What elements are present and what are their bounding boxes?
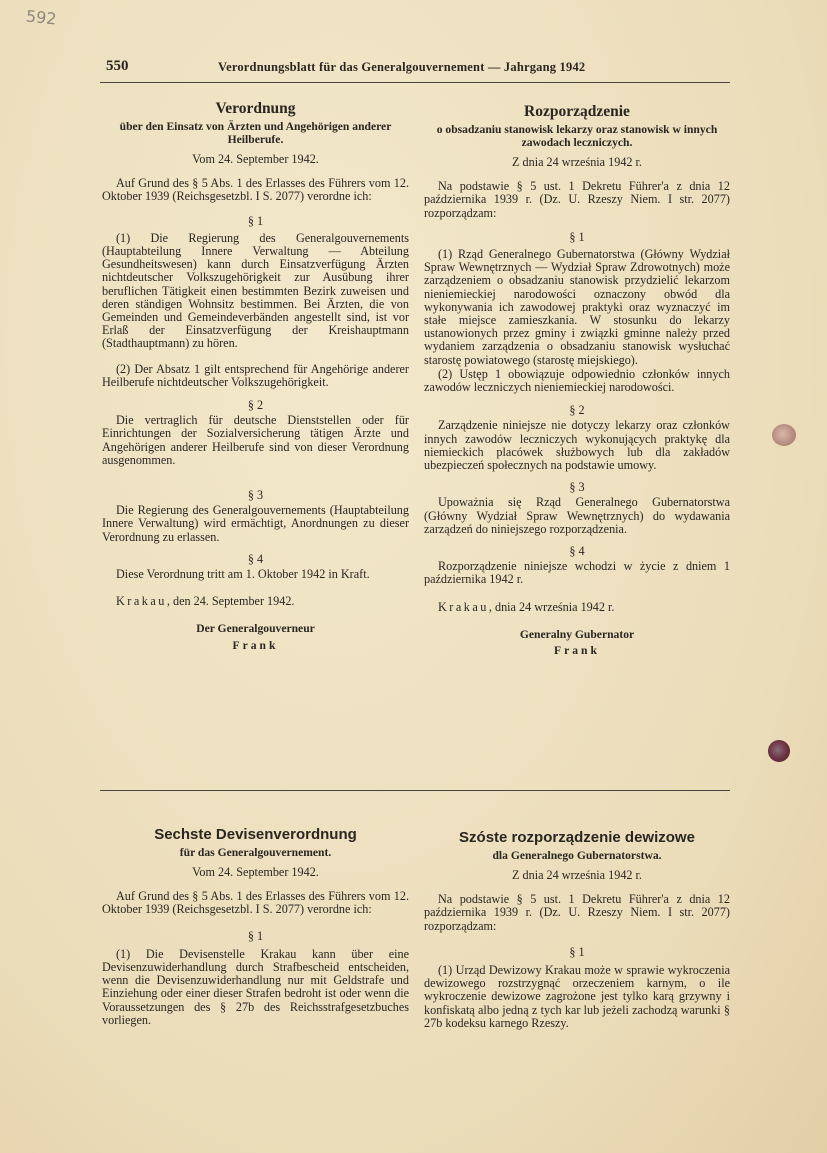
journal-title: Verordnungsblatt für das Generalgouvernement — Jahrgang 1942 [218, 60, 586, 74]
section-1-paragraph-1: (1) Urząd Dewizowy Krakau może w sprawie wykroczenia dewizowego rozstrzygnąć orzeczeniem karnym, o ile wykroczenie dewizowe zagrożone jest tylko karą grzywny i konfiskatą albo jedną z tych kar lub jeżeli zachodzą warunki § 27b kodeksu karnego Rzeszy. [424, 963, 730, 1030]
ordinance-title: Szóste rozporządzenie dewizowe [459, 829, 695, 846]
preamble: Na podstawie § 5 ust. 1 Dekretu Führer'a z dnia 12 października 1939 r. (Dz. U. Rzeszy Niem. I str. 2077) rozporządzam: [424, 179, 730, 220]
section-4-heading: § 4 [569, 544, 585, 559]
section-1-heading: § 1 [247, 928, 264, 943]
ordinance-subtitle: o obsadzaniu stanowisk lekarzy oraz stanowisk w innych zawodach leczniczych. [436, 123, 718, 149]
punch-hole [772, 424, 796, 446]
section-3-text: Upoważnia się Rząd Generalnego Gubernatorstwa (Główny Wydział Spraw Wewnętrznych) do wydawania zarządzeń do niniejszego rozporządzenia. [424, 495, 730, 536]
signer-title: Generalny Gubernator [519, 627, 635, 641]
section-3-text: Die Regierung des Generalgouvernements (Hauptabteilung Innere Verwaltung) wird ermächtigt, Anordnungen zu dieser Verordnung zu erlassen. [102, 503, 409, 544]
section-1-paragraph-2: (2) Der Absatz 1 gilt entsprechend für Angehörige anderer Heilberufe nichtdeutscher Volkszugehörigkeit. [102, 361, 409, 389]
ordinance-title: Sechste Devisenverordnung [154, 826, 357, 843]
preamble: Auf Grund des § 5 Abs. 1 des Erlasses des Führers vom 12. Oktober 1939 (Reichsgesetzbl. I S. 2077) verordne ich: [102, 176, 409, 204]
section-1-paragraph-1: (1) Die Devisenstelle Krakau kann über eine Devisenzuwiderhandlung durch Strafbescheid entscheiden, wenn die Devisenzuwiderhandlung nur mit Geldstrafe und Einziehung oder einer dieser Strafen bedroht ist oder wenn die Voraussetzungen des § 27b des Reichsstrafgesetzbuches vorliegen. [102, 946, 409, 1027]
section-1-paragraph-1: (1) Die Regierung des Generalgouvernements (Hauptabteilung Innere Verwaltung — Abteilung Gesundheitswesen) kann durch Einsatzverfügung Ärzten nichtdeutscher Volkszugehörigkeit zur Ausübung ihrer beruflichen Tätigkeit einen bestimmten Bezirk zuweisen und deren ständigen Wohnsitz bestimmen. Bei Ärzten, die von Gemeinden und Gemeindeverbänden angestellt sind, ist vor Erlaß der Einsatzverfügung der Kreishauptmann (Stadthauptmann) zu hören. [102, 230, 409, 351]
ordinance-subtitle: für das Generalgouvernement. [179, 846, 332, 859]
section-1-paragraph-2: (2) Ustęp 1 obowiązuje odpowiednio członków innych zawodów leczniczych nieniemieckiej narodowości. [424, 366, 730, 395]
place-and-date [102, 595, 409, 608]
section-4-text: Rozporządzenie niniejsze wchodzi w życie z dniem 1 października 1942 r. [424, 559, 730, 587]
section-3-heading: § 3 [247, 488, 264, 503]
section-3-heading: § 3 [569, 480, 585, 495]
ordinance-subtitle: über den Einsatz von Ärzten und Angehörigen anderer Heilberufe. [119, 120, 392, 146]
ordinance-german [102, 100, 409, 652]
place-city: Krakau [438, 599, 489, 614]
ordinance-date: Z dnia 24 września 1942 r. [512, 868, 642, 882]
ordinance-date: Vom 24. September 1942. [192, 152, 319, 166]
section-2-heading: § 2 [247, 398, 264, 413]
ordinance-date: Vom 24. September 1942. [192, 865, 319, 879]
signer-name: Frank [554, 644, 600, 658]
signer-name: Frank [232, 638, 279, 652]
header-rule [100, 82, 730, 83]
punch-hole [768, 740, 790, 762]
section-2-heading: § 2 [569, 403, 585, 418]
section-2-text: Die vertraglich für deutsche Dienststellen oder für Einrichtungen der Sozialversicherung tätigen Ärzte und Angehörigen anderer Heilberufe sind von dieser Verordnung ausgenommen. [102, 413, 409, 467]
section-2-text: Zarządzenie niniejsze nie dotyczy lekarzy oraz członków innych zawodów leczniczych wykonujących praktykę dla niemieckich placówek służbowych lub dla zakładów ubezpieczeń społecznych na podstawie umowy. [424, 418, 730, 473]
ordinance-polish [424, 103, 730, 657]
ordinance-subtitle: dla Generalnego Gubernatorstwa. [492, 849, 662, 862]
section-4-text: Diese Verordnung tritt am 1. Oktober 1942 in Kraft. [116, 567, 370, 582]
place-city: Krakau [116, 594, 167, 609]
page-number: 550 [106, 58, 129, 74]
ordinance-title: Verordnung [215, 100, 296, 117]
section-1-heading: § 1 [247, 213, 264, 228]
place-and-date [424, 601, 730, 614]
section-1-heading: § 1 [569, 229, 585, 244]
preamble: Auf Grund des § 5 Abs. 1 des Erlasses des Führers vom 12. Oktober 1939 (Reichsgesetzbl. I S. 2077) verordne ich: [102, 889, 409, 917]
currency-ordinance-polish [424, 829, 730, 1030]
section-1-heading: § 1 [569, 944, 585, 959]
pencil-annotation: 592 [25, 6, 58, 29]
ordinance-date: Z dnia 24 września 1942 r. [512, 155, 642, 169]
signer-title: Der Generalgouverneur [196, 622, 315, 636]
ordinance-title: Rozporządzenie [524, 103, 630, 120]
place-date: , dnia 24 września 1942 r. [488, 599, 615, 614]
section-4-heading: § 4 [247, 551, 264, 566]
preamble: Na podstawie § 5 ust. 1 Dekretu Führer'a z dnia 12 października 1939 r. (Dz. U. Rzeszy Niem. I str. 2077) rozporządzam: [424, 892, 730, 933]
section-1-paragraph-1: (1) Rząd Generalnego Gubernatorstwa (Główny Wydział Spraw Wewnętrznych — Wydział Spraw Zdrowotnych) może zarządzeniem o obsadzaniu stanowisk przydzielić lekarzom nieniemieckiej narodowości oznaczony obwód dla wykonywania ich zawodowej praktyki oraz wyznaczyć im stałe miejsce zamieszkania. W stosunku do lekarzy ustanowionych przez gminy i związki gminne należy przed wydaniem zarządzenia o obsadzaniu stanowisk wysłuchać starostę powiatowego (starostę miejskiego). [424, 247, 730, 367]
currency-ordinance-german [102, 826, 409, 1027]
place-date: , den 24. September 1942. [166, 594, 295, 609]
page-header [106, 58, 726, 78]
section-divider [100, 790, 730, 791]
